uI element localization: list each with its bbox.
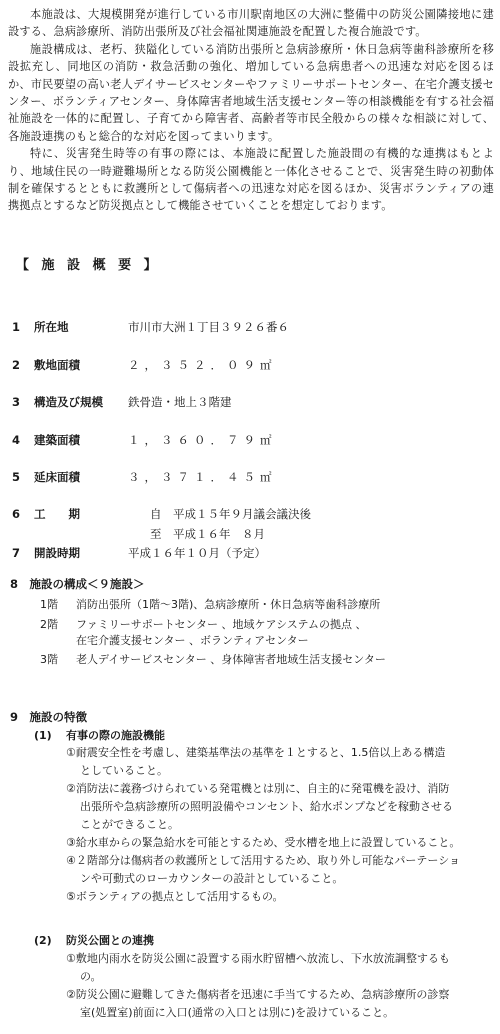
item-value: 平成１６年１０月（予定）: [128, 546, 266, 560]
feature-group-1-points: [66, 744, 460, 906]
item-value: ３，３７１．４５㎡: [128, 470, 277, 484]
item-value-start: 自 平成１５年９月議会議決後: [150, 507, 311, 521]
item-value: 鉄骨造・地上３階建: [128, 395, 232, 409]
item-number: 2: [12, 358, 21, 372]
item-number: 4: [12, 433, 21, 447]
item-value: 市川市大洲１丁目３９２６番６: [128, 320, 289, 334]
feature-point: ⑤ボランティアの拠点として活用するもの。: [66, 890, 284, 903]
feature-point: ④２階部分は傷病者の救護所として活用するため、取り外し可能なパーテーショ: [66, 854, 460, 867]
intro-paragraph-2: 施設構成は、老朽、狭隘化している消防出張所と急病診療所・休日急病等歯科診療所を移設拡充し、同地区の消防・救急活動の強化、増加している急病患者への迅速な対応を図るほか、市民要望の高い老人デイサービスセンターやファミリーサポートセンター、在宅介護支援センター、ボランティアセンター、身体障害者地域生活支援センター等の相談機能を有する社会福祉施設を一体的に配置し、子育てから障害者、高齢者等市民全般からの様々な相談に対して、各施設連携のもと総合的な対応を図ってまいります。: [8, 42, 494, 143]
feature-point: ①敷地内雨水を防災公園に設置する雨水貯留槽へ放流し、下水放流調整するも: [66, 952, 450, 965]
item-label: 延床面積: [34, 470, 80, 484]
feature-group-2-number: (2): [34, 934, 52, 947]
feature-point: ②消防法に義務づけられている発電機とは別に、自主的に発電機を設け、消防: [66, 782, 450, 795]
floor-3-text: 老人デイサービスセンター 、身体障害者地域生活支援センター: [76, 653, 386, 666]
feature-point-cont: ンや可動式のローカウンターの設計としていること。: [80, 872, 344, 885]
intro-paragraph-3: 特に、災害発生時等の有事の際には、本施設に配置した施設間の有機的な連携はもとより、地域住民の一時避難場所となる防災公園機能と一体化させることで、災害発生時の初動体制を確保するとともに救護所として傷病者への迅速な対応を図るほか、災害ボランティアの連携拠点とするなど防災拠点として機能させていくことを想定しております。: [8, 147, 494, 213]
feature-group-1-number: (1): [34, 729, 52, 742]
item-number: 6: [12, 507, 21, 521]
item-label: 工 期: [34, 507, 80, 521]
item-label: 建築面積: [34, 433, 80, 447]
intro-text: [8, 6, 494, 215]
feature-point-cont: の。: [80, 970, 102, 983]
item-value: １，３６０．７９㎡: [128, 433, 277, 447]
item-number: 5: [12, 470, 21, 484]
item-label: 構造及び規模: [34, 395, 103, 409]
feature-group-2-points: [66, 950, 450, 1022]
feature-point: ②防災公園に避難してきた傷病者を迅速に手当てするため、急病診療所の診察: [66, 988, 450, 1001]
floor-2-text: ファミリーサポートセンター 、地域ケアシステムの拠点 、: [76, 618, 367, 631]
feature-point-cont: としていること。: [80, 764, 168, 777]
feature-point-cont: ことができること。: [80, 818, 179, 831]
item-number: 7: [12, 546, 21, 560]
overview-title: 【 施 設 概 要 】: [16, 258, 161, 273]
feature-point-cont: 室(処置室)前面に入口(通常の入口とは別に)を設けていること。: [80, 1006, 395, 1019]
floor-1-label: 1階: [40, 598, 58, 611]
floor-3-label: 3階: [40, 653, 58, 666]
item-label: 敷地面積: [34, 358, 80, 372]
intro-paragraph-1: 本施設は、大規模開発が進行している市川駅南地区の大洲に整備中の防災公園隣接地に建設する、急病診療所、消防出張所及び社会福祉関連施設を配置した複合施設です。: [8, 8, 494, 39]
feature-point: ①耐震安全性を考慮し、建築基準法の基準を１とすると、1.5倍以上ある構造: [66, 746, 446, 759]
feature-point-cont: 出張所や急病診療所の照明設備やコンセント、給水ポンプなどを稼動させる: [80, 800, 454, 813]
item-value: ２，３５２．０９㎡: [128, 358, 277, 372]
item-number: 1: [12, 320, 21, 334]
features-heading: 9 施設の特徴: [10, 710, 88, 724]
composition-heading: 8 施設の構成＜９施設＞: [10, 577, 145, 591]
item-label: 所在地: [34, 320, 69, 334]
item-label: 開設時期: [34, 546, 80, 560]
feature-point: ③給水車からの緊急給水を可能とするため、受水槽を地上に設置していること。: [66, 836, 461, 849]
item-value-end: 至 平成１６年 ８月: [150, 527, 265, 541]
feature-group-2-title: 防災公園との連携: [66, 934, 154, 947]
floor-1-text: 消防出張所（1階～3階)、急病診療所・休日急病等歯科診療所: [76, 598, 381, 611]
floor-2-text-cont: 在宅介護支援センター 、ボランティアセンター: [76, 634, 309, 647]
floor-2-label: 2階: [40, 618, 58, 631]
item-number: 3: [12, 395, 21, 409]
feature-group-1-title: 有事の際の施設機能: [66, 729, 165, 742]
